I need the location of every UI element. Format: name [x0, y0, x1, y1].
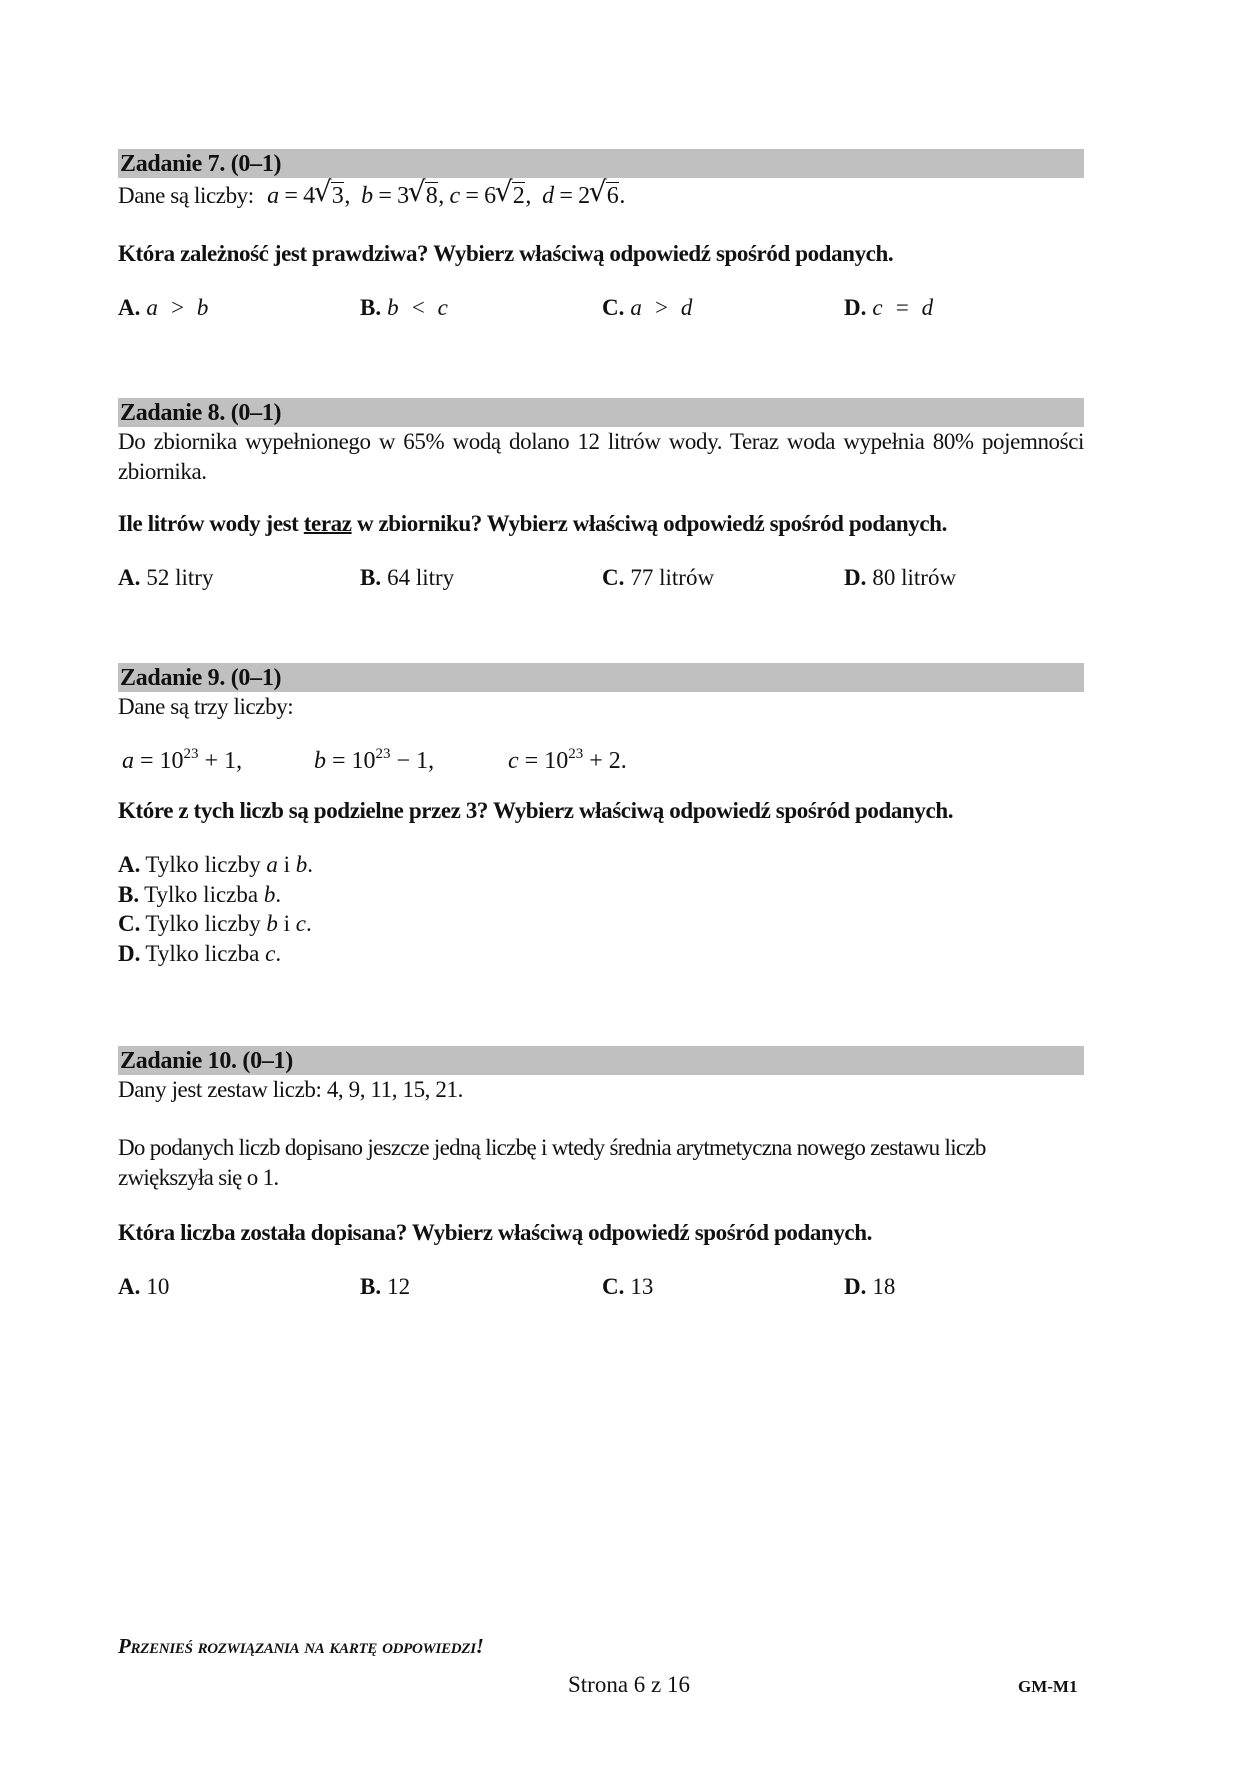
number-d: d = 2 √ 6.	[542, 183, 625, 209]
task-header: Zadanie 7. (0–1)	[118, 149, 1084, 178]
emphasis-now: teraz	[303, 511, 352, 536]
number-list	[118, 746, 1084, 778]
task-body: Do zbiornika wypełnionego w 65% wodą dolano 12 litrów wody. Teraz woda wypełnia 80% pojemności zbiornika.	[118, 429, 1084, 484]
number-c: $c = 10^{23} + 2$.	[508, 746, 627, 774]
option-c[interactable]: C. a > d	[602, 295, 693, 320]
option-a[interactable]: A. a > b	[118, 295, 209, 320]
option-d[interactable]: D. Tylko liczba c.	[118, 940, 282, 966]
exam-code: GM-M1	[1018, 1677, 1078, 1696]
task-10	[118, 1046, 1084, 1304]
option-c[interactable]: C. 13	[602, 1274, 654, 1299]
task-header: Zadanie 9. (0–1)	[118, 663, 1084, 692]
task-intro: Dany jest zestaw liczb: 4, 9, 11, 15, 21.	[118, 1077, 463, 1102]
task-header: Zadanie 10. (0–1)	[118, 1046, 1084, 1075]
option-d[interactable]: D. c = d	[844, 295, 934, 320]
transfer-answers-note: Przenieś rozwiązania na kartę odpowiedzi!	[118, 1634, 484, 1658]
answer-options	[118, 565, 1084, 595]
option-a[interactable]: A. Tylko liczby a i b.	[118, 852, 314, 877]
task-question: Która zależność jest prawdziwa? Wybierz właściwą odpowiedź spośród podanych.	[118, 241, 894, 266]
option-d[interactable]: D. 80 litrów	[844, 565, 957, 590]
page-number: Strona 6 z 16	[568, 1672, 691, 1697]
task-7	[118, 149, 1084, 325]
number-c: c = 6 √ 2,	[450, 183, 531, 209]
answer-options	[118, 295, 1084, 325]
number-b: b = 3 √ 8,	[361, 183, 444, 209]
option-b[interactable]: B. Tylko liczba b.	[118, 881, 282, 907]
number-b: $b = 10^{23} - 1$,	[314, 746, 435, 774]
option-b[interactable]: B. b < c	[360, 295, 448, 320]
task-intro: Dane są liczby: a = 4 √ 3, b = 3 √ 8, c = 6 √ 2, d = 2 √ 6.	[118, 181, 1084, 211]
option-d[interactable]: D. 18	[844, 1274, 896, 1299]
number-list	[267, 183, 625, 209]
option-b[interactable]: B. 12	[360, 1274, 411, 1299]
task-body: Do podanych liczb dopisano jeszcze jedną liczbę i wtedy średnia arytmetyczna nowego zestawu liczb zwiększyła się o 1.	[118, 1135, 986, 1190]
answer-options	[118, 1274, 1084, 1304]
number-a: a = 4 √ 3,	[267, 183, 350, 209]
option-b[interactable]: B. 64 litry	[360, 565, 455, 590]
task-question: Ile litrów wody jest teraz w zbiorniku? Wybierz właściwą odpowiedź spośród podanych.	[118, 511, 947, 536]
option-c[interactable]: C. 77 litrów	[602, 565, 715, 590]
answer-options	[118, 850, 1084, 968]
task-question: Która liczba została dopisana? Wybierz właściwą odpowiedź spośród podanych.	[118, 1220, 872, 1245]
option-a[interactable]: A. 52 litry	[118, 565, 214, 590]
task-9	[118, 663, 1084, 968]
task-intro: Dane są trzy liczby:	[118, 694, 294, 719]
option-c[interactable]: C. Tylko liczby b i c.	[118, 911, 312, 936]
task-header: Zadanie 8. (0–1)	[118, 398, 1084, 427]
task-8	[118, 398, 1084, 595]
task-question: Które z tych liczb są podzielne przez 3? Wybierz właściwą odpowiedź spośród podanych.	[118, 798, 954, 823]
option-a[interactable]: A. 10	[118, 1274, 170, 1299]
number-a: $a = 10^{23} + 1$,	[122, 746, 243, 774]
